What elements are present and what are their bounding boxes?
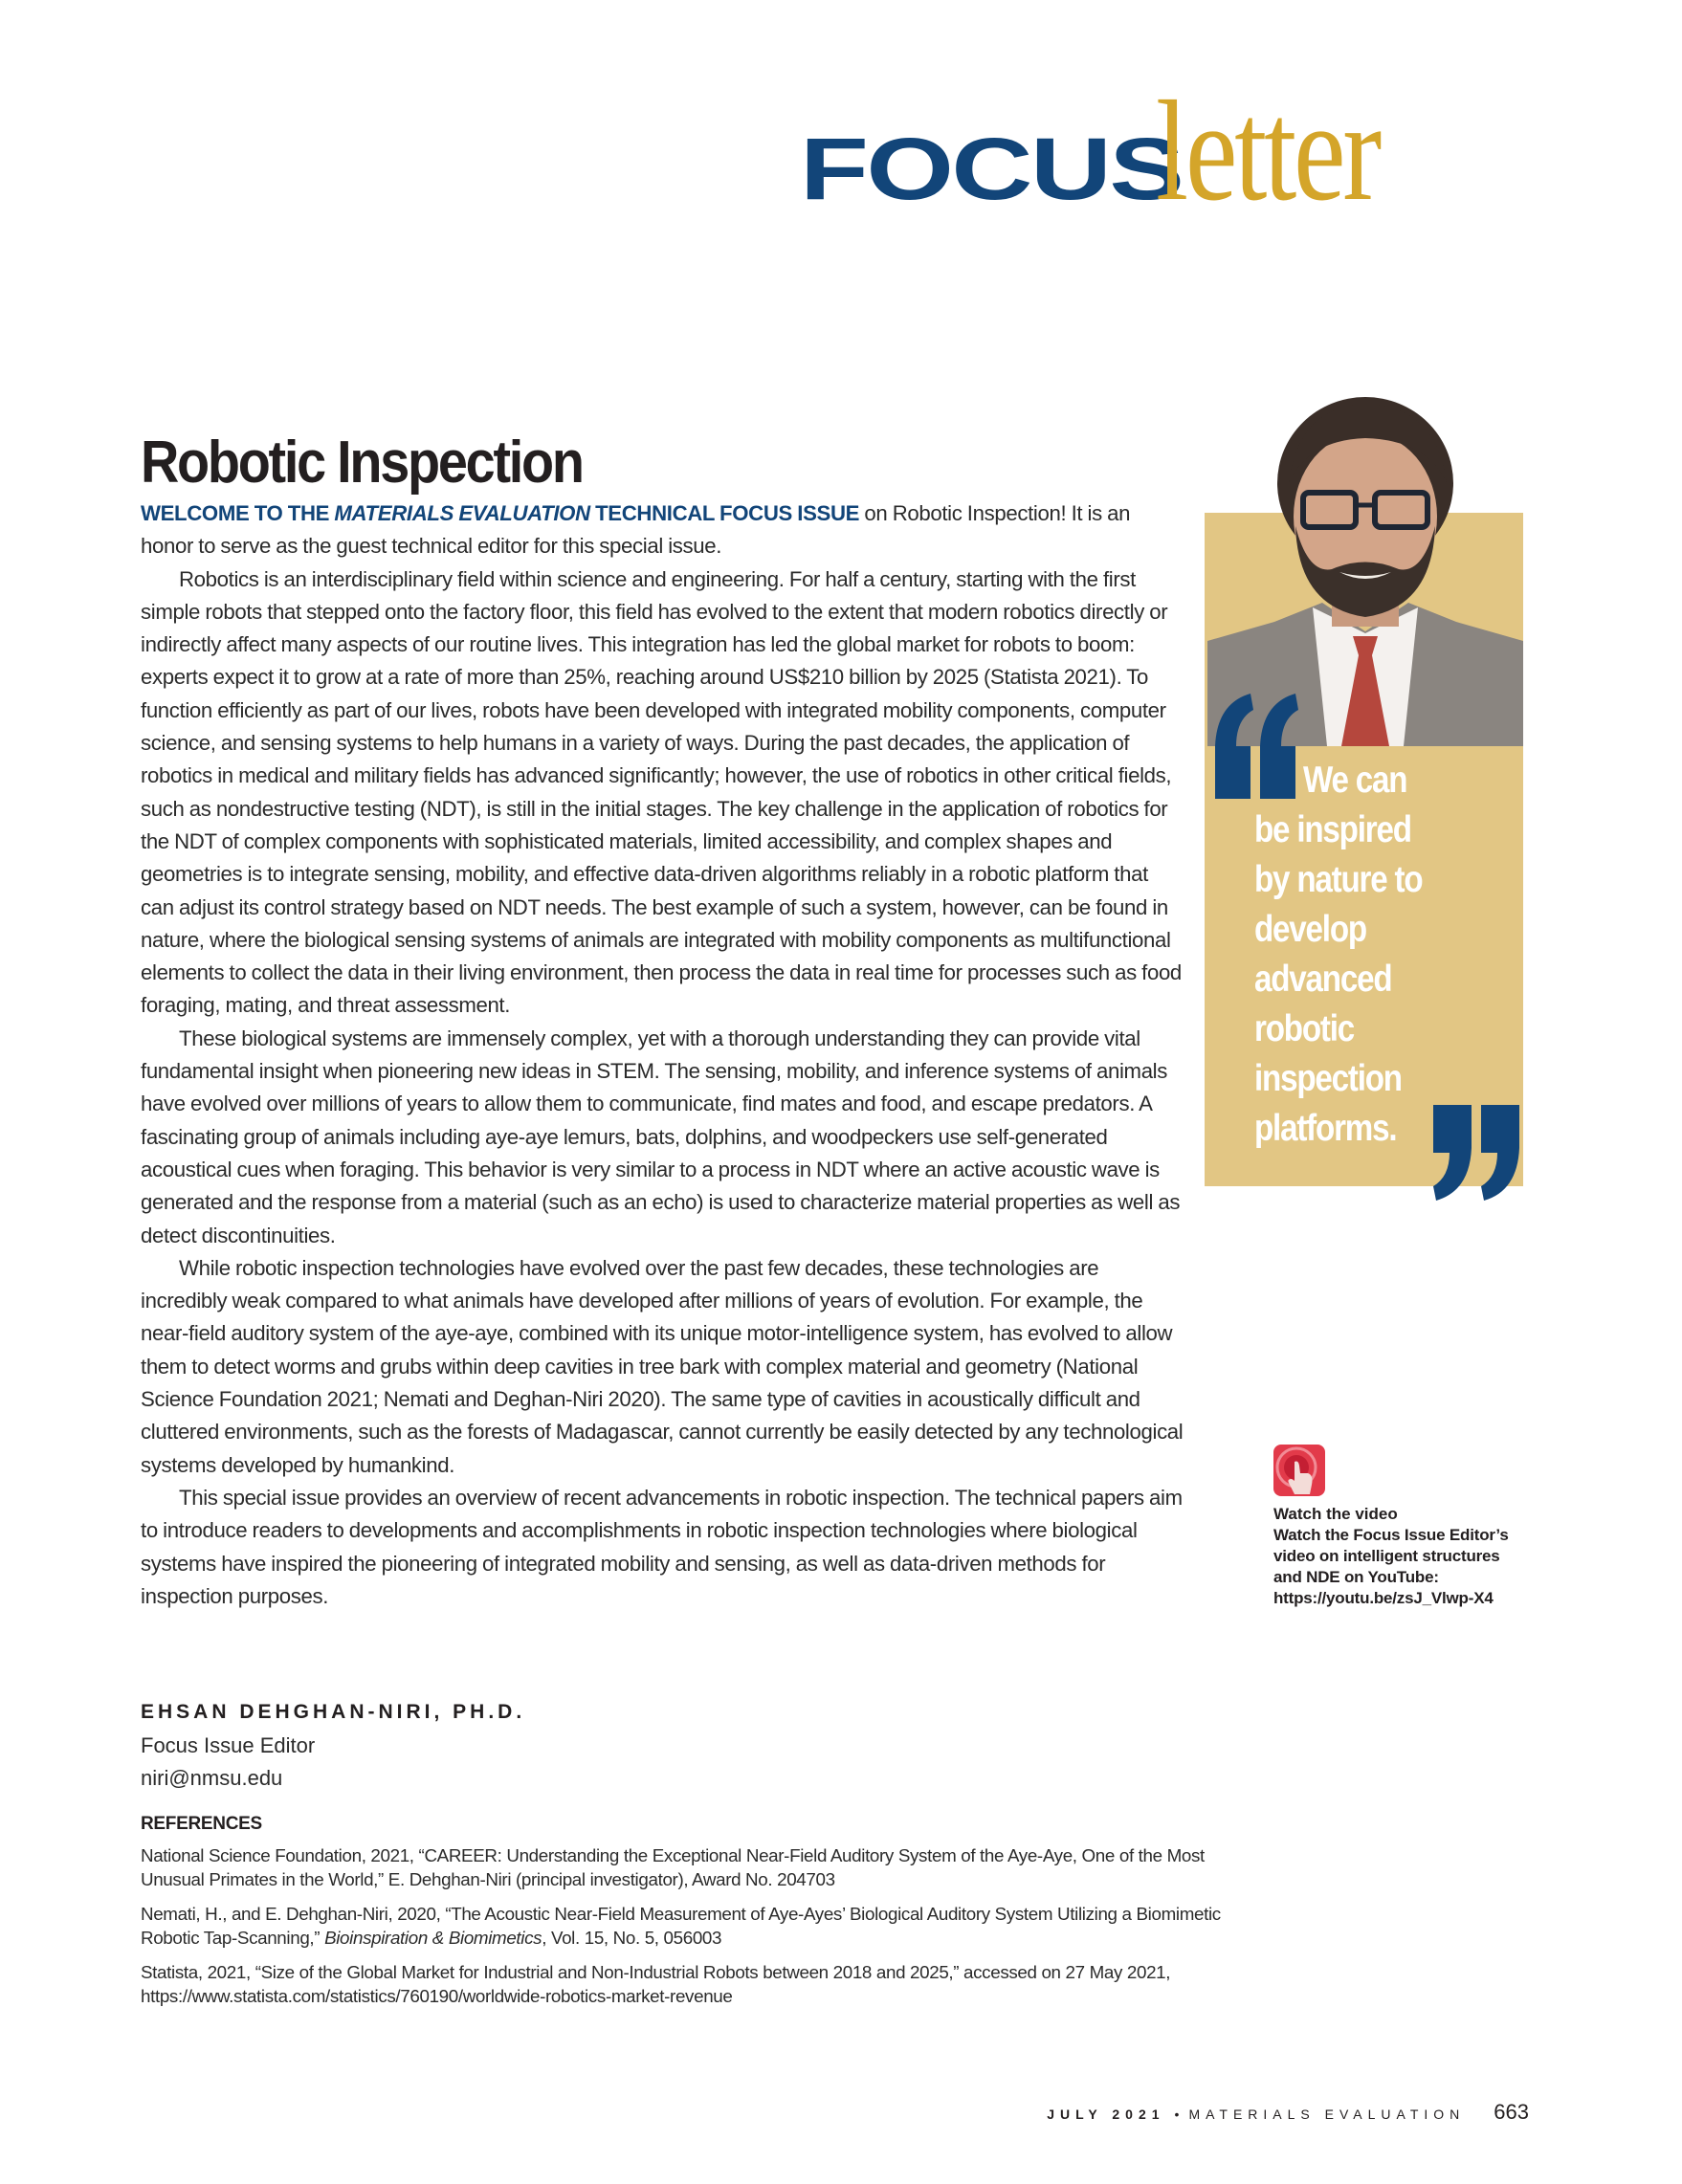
author-name: EHSAN DEHGHAN-NIRI, PH.D. bbox=[141, 1701, 526, 1723]
close-quote-icon bbox=[1428, 1100, 1524, 1205]
lead-in bbox=[141, 501, 859, 525]
pullquote-line: advanced bbox=[1254, 959, 1392, 1000]
references-heading: REFERENCES bbox=[141, 1814, 262, 1834]
article-body bbox=[141, 497, 1184, 1613]
pullquote-line: be inspired bbox=[1254, 809, 1411, 850]
author-email[interactable]: niri@nmsu.edu bbox=[141, 1766, 283, 1790]
pullquote-line: inspection bbox=[1254, 1058, 1402, 1099]
intro-rest: on Robotic Inspection! It is an honor to serve as the guest technical editor for this special issue. bbox=[141, 501, 1131, 559]
pullquote-line: develop bbox=[1254, 909, 1366, 950]
article bbox=[141, 429, 1184, 1613]
reference-item bbox=[141, 1844, 1222, 1891]
video-description-line: and NDE on YouTube: bbox=[1273, 1568, 1439, 1586]
logo-focus-text: FOCUS bbox=[800, 121, 1183, 218]
logo-letter-text: letter bbox=[1156, 72, 1379, 231]
reference-text: National Science Foundation, 2021, “CAREER: Understanding the Exceptional Near-Field Auditory System of the Aye-Aye, One of the Most Unusual Primates in the World,” E. Dehghan-Niri (principal investigator), Award No. 204703 bbox=[141, 1845, 1205, 1889]
pullquote bbox=[1254, 756, 1513, 1154]
video-description-line: Watch the Focus Issue Editor’s bbox=[1273, 1526, 1509, 1544]
reference-text: Nemati, H., and E. Dehghan-Niri, 2020, “The Acoustic Near-Field Measurement of Aye-Ayes’ Biological Auditory System Utilizing a Biomimetic Robotic Tap-Scanning,” bbox=[141, 1904, 1221, 1948]
journal-name: MATERIALS EVALUATION bbox=[1188, 2107, 1466, 2122]
page-number: 663 bbox=[1494, 2100, 1529, 2124]
pullquote-line: by nature to bbox=[1254, 859, 1423, 900]
reference-item bbox=[141, 1903, 1222, 1950]
video-description bbox=[1273, 1525, 1551, 1609]
video-description-line: video on intelligent structures bbox=[1273, 1547, 1500, 1565]
lead-suffix: TECHNICAL FOCUS ISSUE bbox=[589, 501, 860, 525]
pullquote-line: platforms. bbox=[1254, 1108, 1397, 1149]
focusletter-logo bbox=[800, 69, 1427, 231]
author-role: Focus Issue Editor bbox=[141, 1733, 316, 1757]
body-paragraph-1: Robotics is an interdisciplinary field within science and engineering. For half a century, starting with the first simple robots that stepped onto the factory floor, this field has evolved to the extent that modern robotics directly or indirectly affect many aspects of our routine lives. This integration has led the global market for robots to boom: experts expect it to grow at a rate of more than 25%, reaching around US$210 billion by 2025 (Statista 2021). To function efficiently as part of our lives, robots have been developed with integrated mobility components, computer science, and sensing systems to help humans in a variety of ways. During the past decades, the application of robotics in medical and military fields has advanced significantly; however, the use of robotics in other critical fields, such as nondestructive testing (NDT), is still in the initial stages. The key challenge in the application of robotics for the NDT of complex components with sophisticated materials, limited accessibility, and complex shapes and geometries is to integrate sensing, mobility, and effective data-driven algorithms reliably in a robotic platform that can adjust its control strategy based on NDT needs. The best example of such a system, however, can be found in nature, where the biological sensing systems of animals are integrated with mobility components as multifunctional elements to collect the data in their living environment, then process the data in real time for processes such as food foraging, mating, and threat assessment. bbox=[141, 566, 1182, 1018]
pullquote-line: We can bbox=[1303, 760, 1407, 801]
video-callout bbox=[1273, 1445, 1551, 1609]
reference-text: Statista, 2021, “Size of the Global Market for Industrial and Non-Industrial Robots between 2018 and 2025,” accessed on 27 May 2021, https://www.statista.com/statistics/760190/worldwide-robotics-market-revenue bbox=[141, 1962, 1171, 2006]
references-section bbox=[141, 1814, 1222, 2019]
author-signature bbox=[141, 1695, 525, 1795]
reference-item bbox=[141, 1961, 1222, 2008]
video-link[interactable]: https://youtu.be/zsJ_Vlwp-X4 bbox=[1273, 1589, 1494, 1607]
reference-journal: Bioinspiration & Biomimetics bbox=[324, 1927, 542, 1948]
reference-text-end: , Vol. 15, No. 5, 056003 bbox=[542, 1927, 722, 1948]
article-title: Robotic Inspection bbox=[141, 430, 583, 496]
footer-separator: • bbox=[1174, 2107, 1180, 2122]
body-paragraph-3: While robotic inspection technologies have evolved over the past few decades, these technologies are incredibly weak compared to what animals have developed after millions of years of evolution. For example, the near-field auditory system of the aye-aye, combined with its unique motor-intelligence system, has evolved to allow them to detect worms and grubs within deep cavities in tree bark with complex material and geometry (National Science Foundation 2021; Nemati and Deghan-Niri 2020). The same type of cavities in acoustically difficult and cluttered environments, such as the forests of Madagascar, cannot currently be easily detected by any technological systems developed by humankind. bbox=[141, 1255, 1184, 1477]
body-paragraph-4: This special issue provides an overview of recent advancements in robotic inspection. The technical papers aim to introduce readers to developments and accomplishments in robotic inspection technologies where biological systems have inspired the pioneering of integrated mobility and sensing, as well as data-driven methods for inspection purposes. bbox=[141, 1485, 1183, 1608]
body-paragraph-2: These biological systems are immensely complex, yet with a thorough understanding they can provide vital fundamental insight when pioneering new ideas in STEM. The sensing, mobility, and inference systems of animals have evolved over millions of years to allow them to communicate, find mates and food, and escape predators. A fascinating group of animals including aye-aye lemurs, bats, dolphins, and woodpeckers use self-generated acoustical cues when foraging. This behavior is very similar to a process in NDT where an active acoustic wave is generated and the response from a material (such as an echo) is used to characterize material properties as well as detect discontinuities. bbox=[141, 1026, 1181, 1247]
video-title: Watch the video bbox=[1273, 1505, 1398, 1523]
lead-prefix: WELCOME TO THE bbox=[141, 501, 335, 525]
touch-play-icon[interactable] bbox=[1273, 1445, 1325, 1496]
page-footer bbox=[1047, 2100, 1529, 2125]
issue-date: JULY 2021 bbox=[1047, 2107, 1165, 2122]
lead-journal-name: MATERIALS EVALUATION bbox=[334, 501, 590, 525]
pullquote-line: robotic bbox=[1254, 1008, 1355, 1049]
intro-paragraph bbox=[141, 497, 1184, 563]
